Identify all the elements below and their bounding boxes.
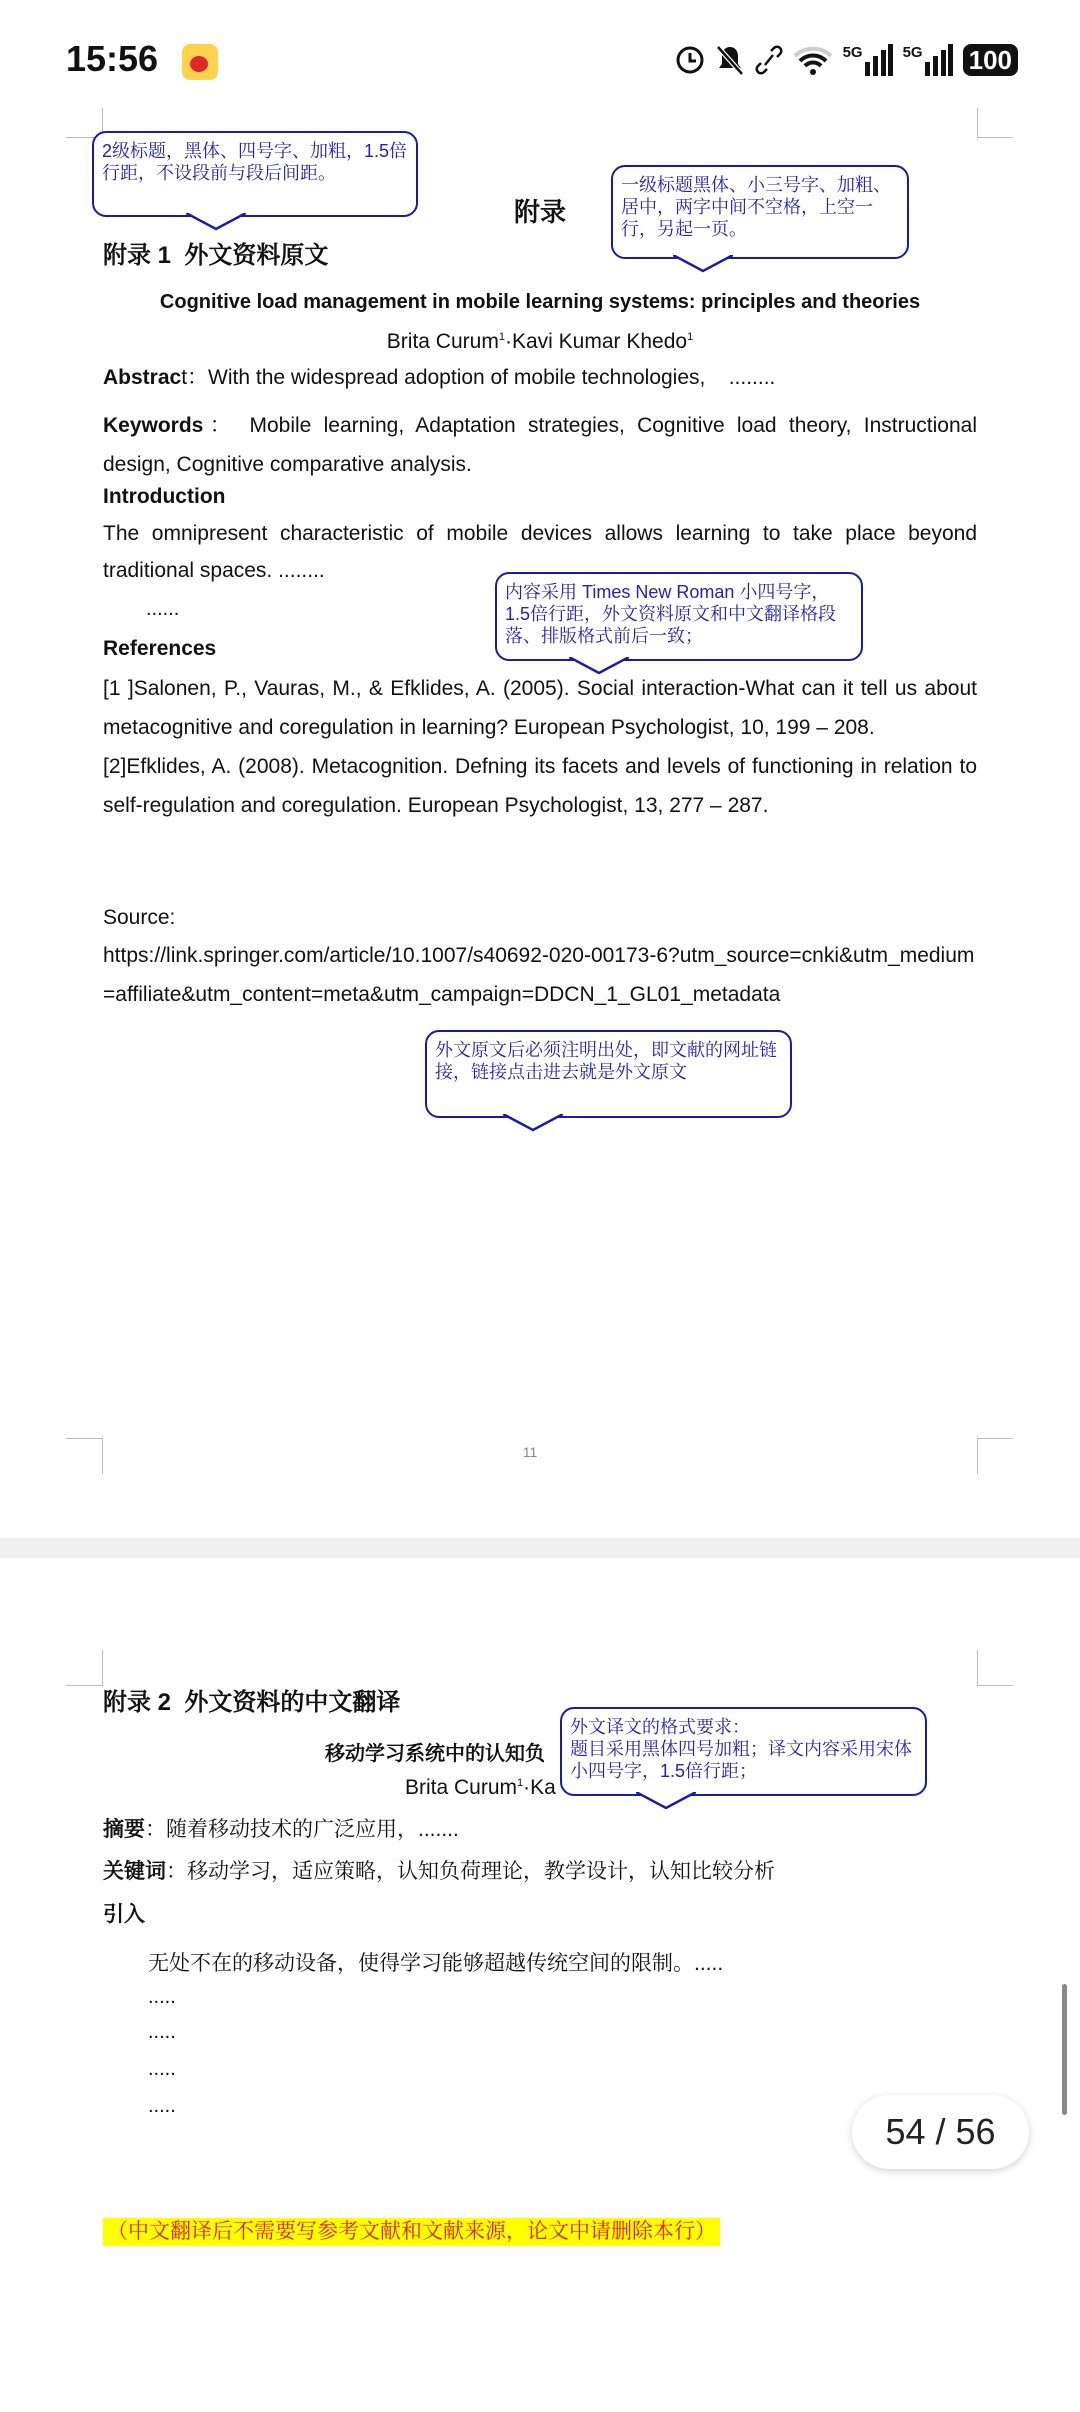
wifi-icon bbox=[793, 44, 833, 76]
highlighted-note: （中文翻译后不需要写参考文献和文献来源，论文中请删除本行） bbox=[103, 2218, 720, 2246]
corner-mark bbox=[66, 1650, 103, 1686]
ellipsis: ..... bbox=[148, 2095, 176, 2117]
bell-muted-icon bbox=[715, 44, 745, 76]
annotation-callout bbox=[425, 1030, 792, 1118]
weibo-notification-icon bbox=[182, 44, 218, 80]
callout-text: 外文译文的格式要求： 题目采用黑体四号加粗；译文内容采用宋体小四号字，1.5倍行距； bbox=[570, 1717, 912, 1781]
introduction-paragraph: 无处不在的移动设备，使得学习能够超越传统空间的限制。..... bbox=[148, 1952, 724, 1975]
callout-text: 一级标题黑体、小三号字、加粗、居中，两字中间不空格，上空一行，另起一页。 bbox=[621, 175, 891, 239]
corner-mark bbox=[977, 1650, 1013, 1686]
section-heading: 附录 2 外文资料的中文翻译 bbox=[103, 1689, 401, 1716]
callout-text: 2级标题，黑体、四号字、加粗，1.5倍行距，不设段前与段后间距。 bbox=[102, 141, 408, 183]
ellipsis: ..... bbox=[148, 2058, 176, 2080]
page-indicator[interactable]: 54 / 56 bbox=[852, 2095, 1029, 2169]
signal-5g-1: 5G bbox=[843, 44, 893, 76]
keywords: Keywords： Mobile learning, Adaptation strategies, Cognitive load theory, Instructional design, Cognitive comparative analysis. bbox=[103, 414, 977, 476]
callout-text: 内容采用 Times New Roman 小四号字，1.5倍行距，外文资料原文和中文翻译格段落、排版格式前后一致； bbox=[505, 582, 837, 646]
introduction-heading: Introduction bbox=[103, 485, 226, 508]
authors: Brita Curum$^1$·Ka bbox=[405, 1776, 556, 1799]
introduction-heading: 引入 bbox=[103, 1903, 145, 1926]
annotation-callout bbox=[560, 1707, 927, 1796]
page-separator bbox=[0, 1538, 1080, 1558]
ellipsis: ..... bbox=[148, 1986, 176, 2008]
annotation-callout bbox=[92, 131, 418, 217]
introduction-paragraph: The omnipresent characteristic of mobile devices allows learning to take place beyond traditional spaces. ........ bbox=[103, 522, 977, 582]
appendix-heading: 附录 bbox=[513, 197, 566, 227]
ellipsis: ...... bbox=[146, 598, 180, 620]
authors: Brita Curum$^1$·Kavi Kumar Khedo$^1$ bbox=[386, 330, 694, 353]
callout-text: 外文原文后必须注明出处，即文献的网址链接，链接点击进去就是外文原文 bbox=[435, 1040, 777, 1082]
callout-tail bbox=[673, 255, 733, 273]
callout-tail bbox=[636, 1792, 696, 1810]
translated-title: 移动学习系统中的认知负 bbox=[325, 1743, 545, 1765]
page-number: 11 bbox=[522, 1444, 538, 1460]
callout-tail bbox=[186, 213, 246, 231]
abstract: 摘要：随着移动技术的广泛应用，....... bbox=[103, 1818, 459, 1841]
ellipsis: ..... bbox=[148, 2021, 176, 2043]
signal-5g-2: 5G bbox=[903, 44, 953, 76]
battery-indicator: 100 bbox=[963, 44, 1018, 76]
source-label: Source: bbox=[103, 906, 176, 929]
link-off-icon bbox=[755, 45, 783, 75]
callout-tail bbox=[569, 657, 629, 675]
paper-title: Cognitive load management in mobile learning systems: principles and theories bbox=[159, 291, 921, 313]
reference-item: [1 ]Salonen, P., Vauras, M., & Efklides, A. (2005). Social interaction-What can it tell us about metacognitive and coregulation in learning? European Psychologist, 10, 199 – 208. bbox=[103, 677, 977, 739]
clock: 15:56 bbox=[66, 38, 159, 79]
abstract: Abstract：With the widespread adoption of mobile technologies, ........ bbox=[103, 366, 776, 389]
references-heading: References bbox=[103, 637, 217, 660]
section-heading: 附录 1 外文资料原文 bbox=[103, 242, 329, 269]
status-icons bbox=[675, 40, 1018, 80]
source-link[interactable]: https://link.springer.com/article/10.1007/s40692-020-00173-6?utm_source=cnki&utm_medium=affiliate&utm_content=meta&utm_campaign=DDCN_1_GL01_metadata bbox=[103, 944, 975, 1006]
alarm-icon bbox=[675, 45, 705, 75]
status-bar bbox=[0, 0, 1080, 110]
scrollbar[interactable] bbox=[1062, 1984, 1067, 2115]
callout-tail bbox=[503, 1114, 563, 1132]
corner-mark bbox=[977, 108, 1013, 138]
reference-item: [2]Efklides, A. (2008). Metacognition. Defning its facets and levels of functioning in relation to self-regulation and coregulation. European Psychologist, 13, 277 – 287. bbox=[103, 755, 977, 817]
keywords: 关键词：移动学习，适应策略，认知负荷理论，教学设计，认知比较分析 bbox=[103, 1860, 775, 1883]
